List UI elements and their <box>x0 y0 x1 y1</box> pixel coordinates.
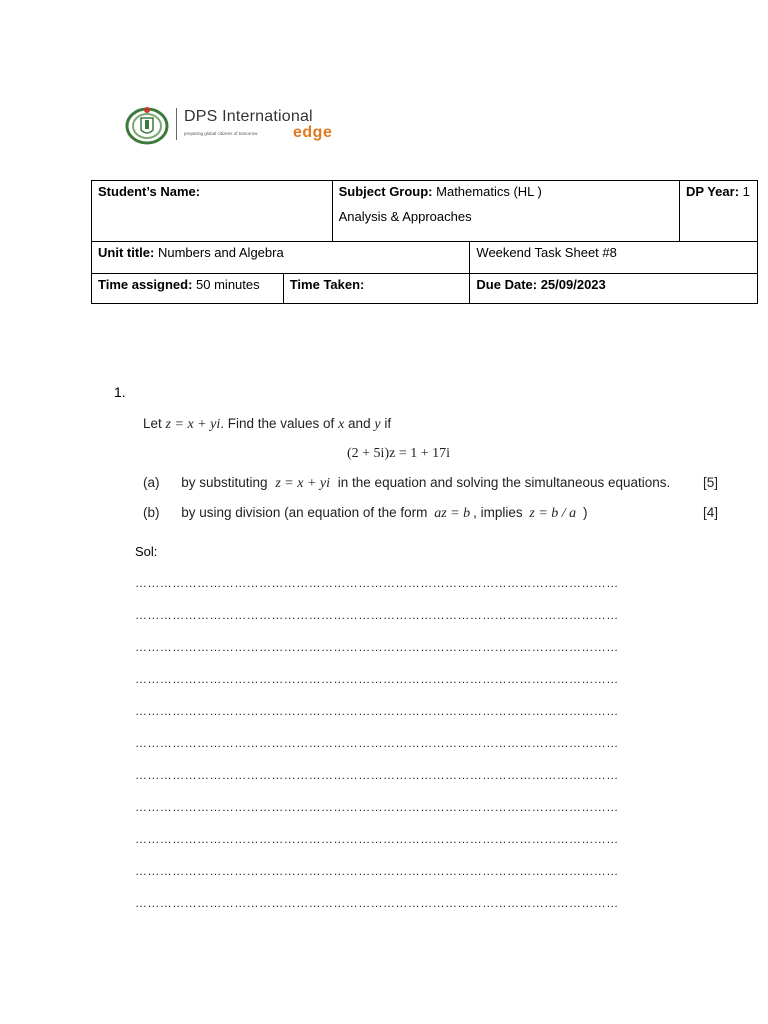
answer-line[interactable]: ……………………………………………………………………………………………………… <box>135 672 619 686</box>
var-y: y <box>374 417 381 432</box>
part-b-label: (b) <box>143 505 160 520</box>
answer-line[interactable]: ……………………………………………………………………………………………………… <box>135 896 619 910</box>
answer-line[interactable]: ……………………………………………………………………………………………………… <box>135 736 619 750</box>
question-intro <box>143 416 391 433</box>
part-a-text1: by substituting <box>181 475 268 490</box>
intro-mid: . Find the values of <box>220 416 335 431</box>
due-date-label: Due Date: 25/09/2023 <box>476 277 606 292</box>
subject-group-label: Subject Group: <box>338 184 433 199</box>
subject-group-value: Mathematics (HL ) <box>436 184 542 199</box>
part-a-label: (a) <box>143 475 160 490</box>
question-number: 1. <box>114 384 126 400</box>
part-b-marks: [4] <box>703 505 719 520</box>
task-sheet-label: Weekend Task Sheet #8 <box>476 245 617 260</box>
time-taken-label: Time Taken: <box>289 277 365 292</box>
task-sheet-cell <box>470 242 758 274</box>
logo-title: DPS International <box>184 108 313 125</box>
part-b-equation1: az = b <box>434 506 471 521</box>
logo-edge: edge <box>293 124 333 141</box>
answer-line[interactable]: ……………………………………………………………………………………………………… <box>135 832 619 846</box>
part-a-marks: [5] <box>703 475 719 490</box>
unit-title-label: Unit title: <box>98 245 155 260</box>
part-b-text2: , implies <box>473 505 523 520</box>
intro-and: and <box>348 416 371 431</box>
answer-line[interactable]: ……………………………………………………………………………………………………… <box>135 768 619 782</box>
dp-year-label: DP Year: <box>686 184 740 199</box>
answer-line[interactable]: ……………………………………………………………………………………………………… <box>135 608 619 622</box>
question-equation <box>347 445 450 462</box>
var-x: x <box>338 417 345 432</box>
part-b-equation2: z = b / a <box>529 506 577 521</box>
student-info-table <box>91 180 758 304</box>
part-b-text3: ) <box>582 505 588 520</box>
logo-tagline: preparing global citizens of tomorrow <box>184 131 258 136</box>
part-a <box>143 475 670 492</box>
answer-line[interactable]: ……………………………………………………………………………………………………… <box>135 576 619 590</box>
part-a-equation: z = x + yi <box>275 476 331 491</box>
time-taken-cell[interactable] <box>283 274 470 304</box>
intro-if: if <box>384 416 392 431</box>
school-emblem-icon <box>122 102 172 148</box>
dp-year-cell <box>680 181 758 242</box>
student-name-cell[interactable] <box>92 181 333 242</box>
answer-line[interactable]: ……………………………………………………………………………………………………… <box>135 864 619 878</box>
answer-line[interactable]: ……………………………………………………………………………………………………… <box>135 704 619 718</box>
student-name-label: Student’s Name: <box>98 184 201 199</box>
dp-year-value: 1 <box>742 184 750 199</box>
due-date-cell <box>470 274 758 304</box>
main-equation: (2 + 5i)z = 1 + 17i <box>347 446 451 461</box>
answer-line[interactable]: ……………………………………………………………………………………………………… <box>135 800 619 814</box>
solution-label: Sol: <box>135 544 158 559</box>
part-b <box>143 505 587 522</box>
answer-line[interactable]: ……………………………………………………………………………………………………… <box>135 640 619 654</box>
school-logo <box>118 100 358 150</box>
subject-group-cell <box>332 181 679 242</box>
subject-group-line2: Analysis & Approaches <box>338 209 472 224</box>
part-b-text1: by using division (an equation of the form <box>181 505 428 520</box>
time-assigned-value: 50 minutes <box>196 277 260 292</box>
intro-prefix: Let <box>143 416 162 431</box>
part-a-text2: in the equation and solving the simultaneous equations. <box>337 475 671 490</box>
time-assigned-label: Time assigned: <box>98 277 193 292</box>
time-assigned-cell <box>92 274 284 304</box>
unit-title-value: Numbers and Algebra <box>157 245 284 260</box>
intro-equation: z = x + yi <box>165 417 221 432</box>
unit-title-cell <box>92 242 470 274</box>
logo-divider <box>176 108 177 140</box>
